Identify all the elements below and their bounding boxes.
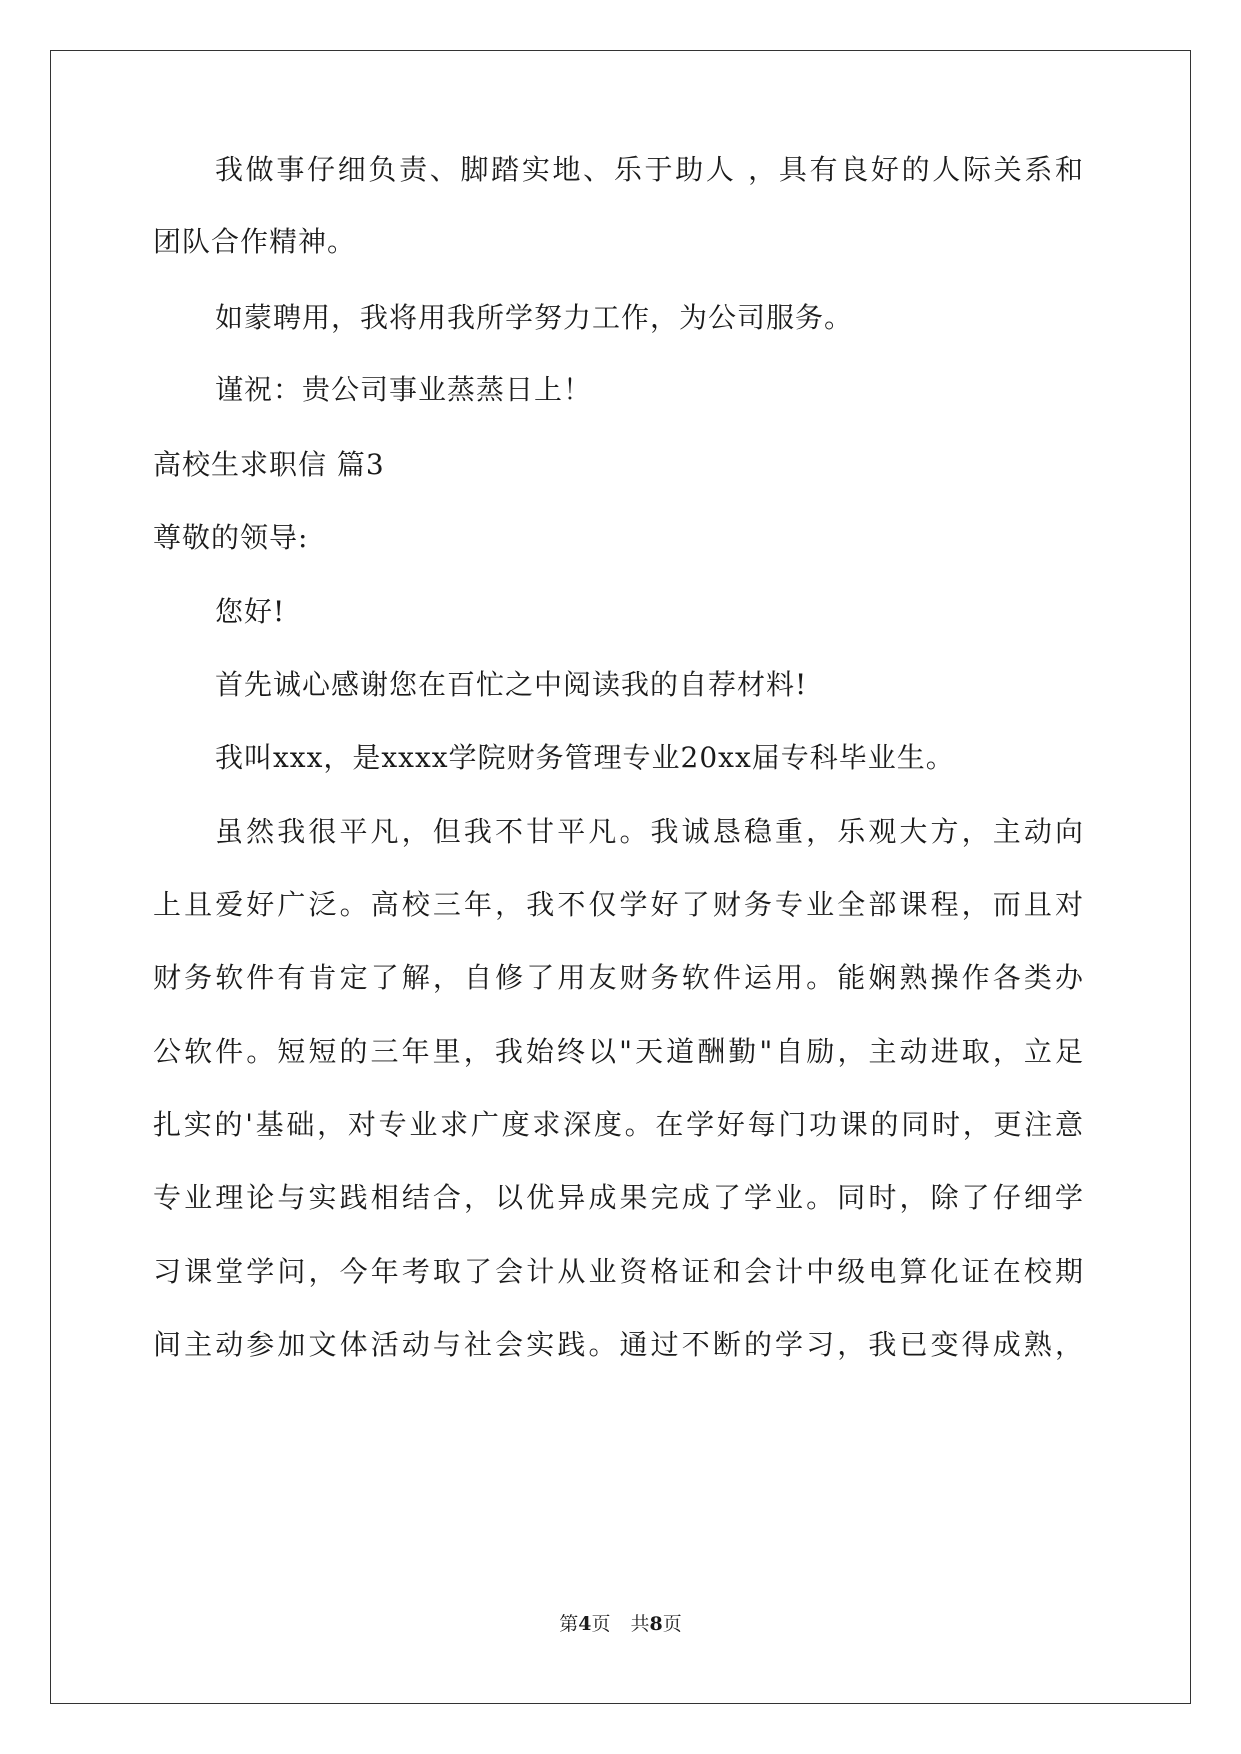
paragraph-line: 虽然我很平凡，但我不甘平凡。我诚恳稳重，乐观大方，主动向 [215,815,1083,848]
page-suffix: 页 [591,1613,611,1635]
paragraph-line: 专业理论与实践相结合，以优异成果完成了学业。同时，除了仔细学 [153,1181,1083,1214]
total-pages: 8 [649,1613,663,1635]
paragraph-line: 财务软件有肯定了解，自修了用友财务软件运用。能娴熟操作各类办 [153,961,1083,994]
paragraph-line: 我叫xxx，是xxxx学院财务管理专业20xx届专科毕业生。 [215,741,955,774]
paragraph-line: 上且爱好广泛。高校三年，我不仅学好了财务专业全部课程，而且对 [153,888,1083,921]
paragraph-line: 间主动参加文体活动与社会实践。通过不断的学习，我已变得成熟， [153,1328,1083,1361]
section-heading: 高校生求职信 篇3 [153,448,385,481]
paragraph-line: 谨祝：贵公司事业蒸蒸日上！ [215,373,593,406]
paragraph-line: 团队合作精神。 [153,225,357,258]
paragraph-line: 我做事仔细负责、脚踏实地、乐于助人 ，具有良好的人际关系和 [215,153,1083,186]
greeting: 您好! [215,595,286,628]
total-suffix: 页 [662,1613,682,1635]
paragraph-line: 如蒙聘用，我将用我所学努力工作，为公司服务。 [215,301,854,334]
paragraph-line: 习课堂学问，今年考取了会计从业资格证和会计中级电算化证在校期 [153,1255,1083,1288]
page-prefix: 第 [559,1613,579,1635]
salutation: 尊敬的领导: [153,521,309,554]
paragraph-line: 公软件。短短的三年里，我始终以"天道酬勤"自励，主动进取，立足 [153,1035,1083,1068]
total-prefix: 共 [630,1613,650,1635]
paragraph-line: 扎实的'基础，对专业求广度求深度。在学好每门功课的同时，更注意 [153,1108,1083,1141]
page-footer [0,1612,1241,1636]
page-number: 4 [578,1613,592,1635]
paragraph-line: 首先诚心感谢您在百忙之中阅读我的自荐材料! [215,668,808,701]
